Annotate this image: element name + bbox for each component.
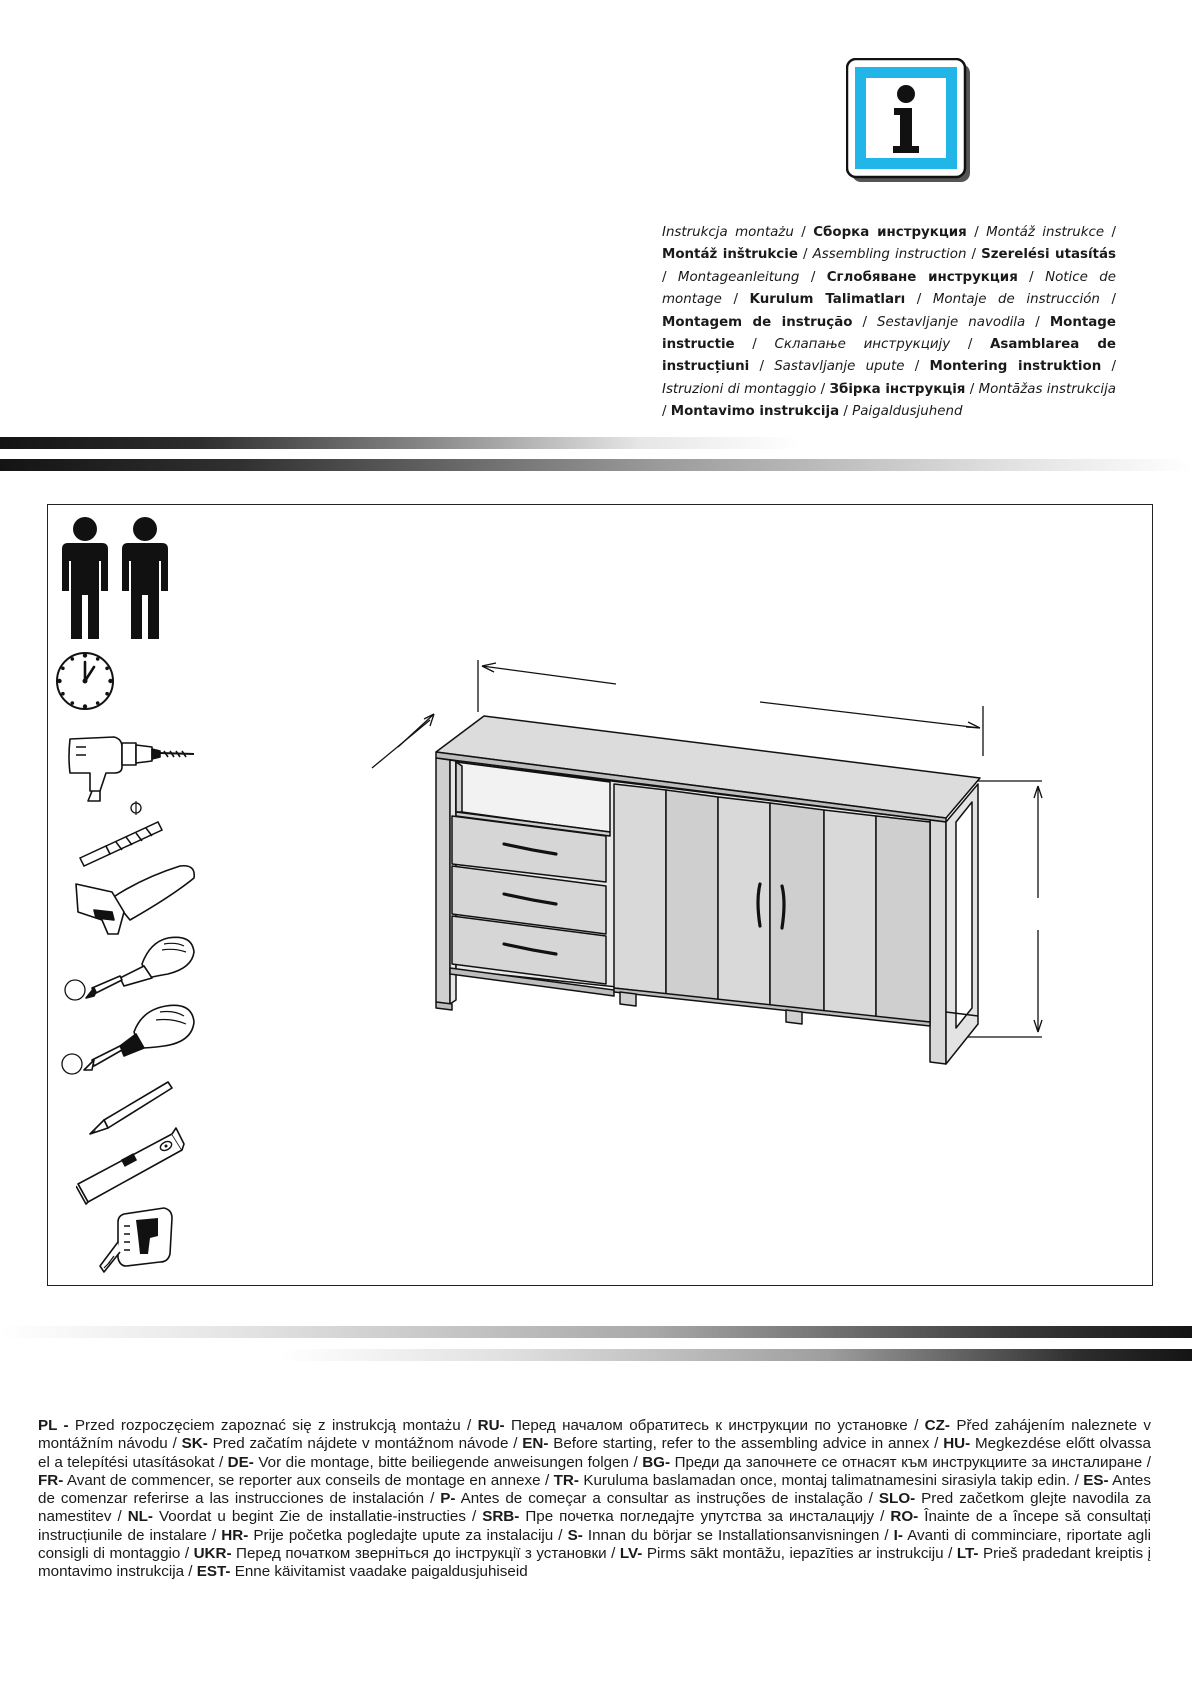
language-notice-text: Pirms sākt montāžu, iepazīties ar instrukciju bbox=[646, 1545, 944, 1563]
language-notice-text: Antes de comenzar referirse a las instrucciones de instalación bbox=[38, 1471, 1151, 1508]
language-notice-text: Antes de começar a consultar as instruções de instalação bbox=[460, 1490, 863, 1508]
language-notice-text: Prije početka pogledajte upute za instalaciju bbox=[253, 1526, 554, 1544]
language-notice-text: Перед началом обратитесь к инструкции по установке bbox=[510, 1417, 908, 1434]
language-code: UKR- bbox=[193, 1545, 232, 1563]
header-divider-bar bbox=[0, 437, 800, 449]
instruction-title: Montáž instrukce bbox=[986, 225, 1105, 240]
language-code: TR- bbox=[553, 1471, 579, 1489]
language-code: I- bbox=[893, 1526, 903, 1544]
instruction-title: Montage instructie bbox=[662, 314, 1116, 353]
hammer-icon bbox=[72, 862, 200, 938]
language-code: DE- bbox=[227, 1453, 254, 1471]
language-code: RU- bbox=[477, 1417, 505, 1434]
assembly-instruction-titles: Instrukcja montażu / Сборка инструкция / Montáž instrukce / Montáž inštrukcie / Assembling instruction / Szerelési utasítás / Montageanleitung / Сглобяване инструкция / Notice de montage / Kurulum Talimatları / Montaje de instrucción / Montagem de instrução / Sestavljanje navodila / Montage instructie / Склапање инструкцију / Asamblarea de instrucțiuni / Sastavljanje upute / Montering instruktion / Istruzioni di montaggio / Збірка інструкція / Montāžas instrukcija / Montavimo instrukcija / Paigaldusjuhend bbox=[662, 225, 1117, 420]
language-notice-text: Prieš pradedant kreiptis į montavimo instrukcija bbox=[38, 1545, 1151, 1581]
drill-bit-icon bbox=[76, 800, 166, 868]
instruction-title: Sestavljanje navodila bbox=[877, 314, 1026, 330]
instruction-title: Istruzioni di montaggio bbox=[662, 381, 817, 397]
language-code: LV- bbox=[619, 1545, 643, 1563]
instruction-title: Montavimo instrukcija bbox=[670, 404, 840, 420]
language-code: ES- bbox=[1083, 1471, 1109, 1489]
clock-icon bbox=[54, 650, 116, 712]
two-persons-icon bbox=[56, 515, 174, 641]
language-code: HR- bbox=[221, 1526, 249, 1544]
instruction-title: Sastavljanje upute bbox=[774, 359, 905, 375]
phillips-screwdriver-icon bbox=[60, 1004, 198, 1080]
footer-divider-bar bbox=[0, 1326, 1192, 1338]
language-code: BG- bbox=[642, 1453, 671, 1471]
language-notice-text: Innan du börjar se Installationsanvisningen bbox=[587, 1526, 880, 1544]
language-notice-text: Vor die montage, bitte beiliegende anweisungen folgen bbox=[258, 1453, 629, 1471]
language-code: S- bbox=[567, 1526, 583, 1544]
language-notice-text: Enne käivitamist vaadake paigaldusjuhiseid bbox=[234, 1563, 528, 1581]
language-code: FR- bbox=[38, 1471, 64, 1489]
info-sign-icon bbox=[846, 58, 972, 184]
language-code: PL - bbox=[38, 1417, 69, 1434]
read-instructions-notice: PL - Przed rozpoczęciem zapoznać się z instrukcją montażu / RU- Перед началом обратитесь к инструкции по установке / CZ- Před zahájením naleznete v montážním návodu / SK- Pred začatím nájdete v montážnom návode / EN- Before starting, refer to the assembling advice in annex / HU- Megkezdése előtt olvassa el a telepítési utasításokat / DE- Vor die montage, bitte beiliegende anweisungen folgen / BG- Преди да започнете се отнасят към инструкциите за инсталиране / FR- Avant de commencer, se reporter aux conseils de montage en annexe / TR- Kuruluma baslamadan once, montaj talimatnamesini sirasiyla takip edin. / ES- Antes de comenzar referirse a las instrucciones de instalación / P- Antes de começar a consultar as instruções de instalação / SLO- Pred začetkom glejte navodila za namestitev / NL- Voordat u begint Zie de installatie-instructies / SRB- Пре почетка погледајте упутства за инсталацију / RO- Înainte de a începe să consultați instrucțiunile de instalare / HR- Prije početka pogledajte upute za instalaciju / S- Innan du börjar se Installationsanvisningen / I- Avanti di comminciare, riportate agli consigli di montaggio / UKR- Перед початком зверніться до інструкції з установки / LV- Pirms sākt montāžu, iepazīties ar instrukciju / LT- Prieš pradedant kreiptis į montavimo instrukcija / EST- Enne käivitamist vaadake paigaldusjuhiseid bbox=[38, 1417, 1152, 1581]
instruction-title: Сглобяване инструкция bbox=[826, 269, 1018, 285]
spirit-level-icon bbox=[76, 1124, 186, 1208]
language-notice-text: Voordat u begint Zie de installatie-instructies bbox=[159, 1508, 466, 1526]
tape-measure-icon bbox=[96, 1206, 186, 1278]
language-code: CZ- bbox=[924, 1417, 950, 1434]
language-notice-text: Înainte de a începe să consultați instrucțiunile de instalare bbox=[38, 1508, 1152, 1544]
language-code: LT- bbox=[956, 1545, 979, 1563]
instruction-title: Montagem de instrução bbox=[662, 314, 853, 330]
instruction-title: Assembling instruction bbox=[812, 247, 967, 263]
instruction-title: Montaje de instrucción bbox=[932, 292, 1100, 308]
instruction-title: Збірка інструкція bbox=[829, 381, 966, 397]
instruction-title: Montáž inštrukcie bbox=[662, 247, 798, 263]
footer-divider-bar bbox=[280, 1349, 1192, 1361]
tools-and-product-panel bbox=[47, 504, 1153, 1286]
instruction-title: Szerelési utasítás bbox=[981, 247, 1116, 263]
language-notice-text: Avanti di comminciare, riportate agli consigli di montaggio bbox=[38, 1526, 1151, 1563]
language-notice-text: Megkezdése előtt olvassa el a telepítési utasításokat bbox=[38, 1435, 1151, 1471]
instruction-title: Instrukcja montażu bbox=[662, 225, 794, 240]
language-code: SRB- bbox=[482, 1508, 520, 1526]
language-code: RO- bbox=[890, 1508, 919, 1526]
language-notice-text: Пре почетка погледајте упутства за инсталацију bbox=[525, 1508, 875, 1526]
language-notice-text: Pred začetkom glejte navodila za namestitev bbox=[38, 1490, 1151, 1526]
language-notice-text: Kuruluma baslamadan once, montaj talimatnamesini sirasiyla takip edin. bbox=[583, 1471, 1071, 1489]
instruction-title: Kurulum Talimatları bbox=[749, 292, 906, 308]
language-code: SLO- bbox=[878, 1490, 916, 1508]
language-notice-text: Before starting, refer to the assembling advice in annex bbox=[553, 1435, 930, 1453]
language-code: EN- bbox=[522, 1435, 549, 1453]
language-notice-text: Перед початком зверніться до інструкції з установки bbox=[236, 1545, 607, 1563]
language-code: EST- bbox=[196, 1563, 231, 1581]
language-notice-text: Преди да започнете се отнасят към инструкциите за инсталиране bbox=[674, 1453, 1143, 1471]
language-code: P- bbox=[440, 1490, 456, 1508]
drill-icon bbox=[66, 733, 198, 805]
instruction-title: Montering instruktion bbox=[929, 359, 1102, 375]
header-divider-bar bbox=[0, 459, 1192, 471]
language-code: SK- bbox=[181, 1435, 208, 1453]
instruction-title: Склапање инструкцију bbox=[774, 337, 951, 353]
instruction-title: Notice de montage bbox=[662, 269, 1116, 308]
instruction-title: Montageanleitung bbox=[677, 269, 800, 285]
language-notice-text: Avant de commencer, se reporter aux conseils de montage en annexe bbox=[66, 1471, 541, 1489]
instruction-title: Paigaldusjuhend bbox=[852, 404, 963, 420]
instruction-title: Сборка инструкция bbox=[813, 225, 967, 240]
language-code: NL- bbox=[127, 1508, 153, 1526]
instruction-title: Montāžas instrukcija bbox=[978, 381, 1116, 397]
language-notice-text: Przed rozpoczęciem zapoznać się z instrukcją montażu bbox=[74, 1417, 461, 1434]
language-code: HU- bbox=[943, 1435, 971, 1453]
instruction-title: Asamblarea de instrucțiuni bbox=[662, 337, 1116, 375]
language-notice-text: Před zahájením naleznete v montážním návodu bbox=[38, 1417, 1151, 1453]
flat-screwdriver-icon bbox=[64, 934, 198, 1004]
language-notice-text: Pred začatím nájdete v montážnom návode bbox=[212, 1435, 509, 1453]
